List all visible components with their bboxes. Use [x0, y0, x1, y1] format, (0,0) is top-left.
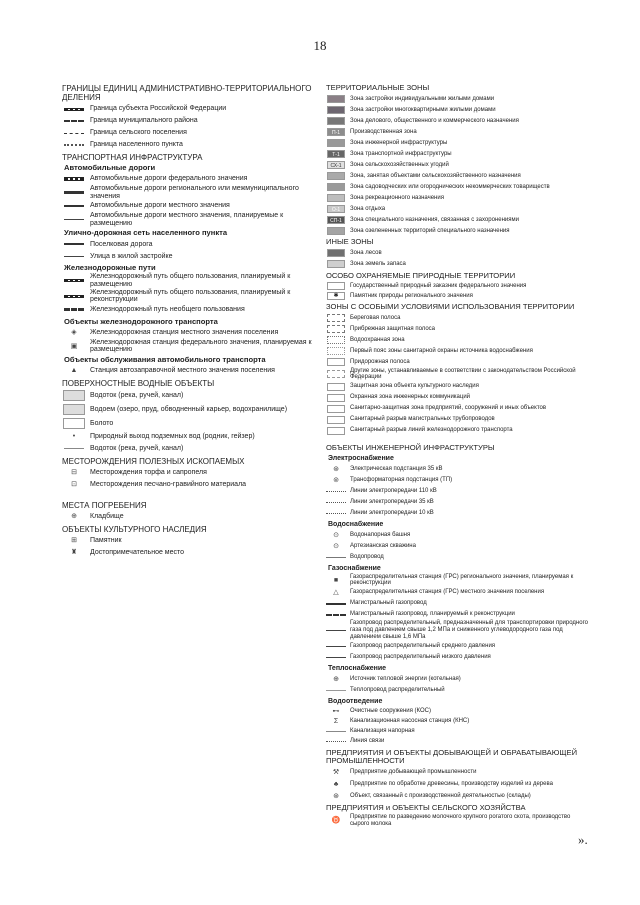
spring-icon: •	[72, 433, 76, 441]
subsection-title-auto-service: Объекты обслуживания автомобильного транспорта	[64, 354, 266, 364]
end-mark: ».	[578, 832, 588, 847]
legend-item: ⊙ Водонапорная башня	[326, 530, 588, 541]
rail-line-icon	[62, 292, 86, 300]
legend-item: Охранная зона инженерных коммуникаций	[326, 392, 588, 403]
zone-swatch-icon	[326, 205, 346, 213]
nature-monument-icon: ✱	[326, 292, 346, 300]
zone-outline-icon	[326, 358, 346, 366]
legend-item: ▣ Железнодорожная станция федерального значения, планируемая к размещению	[62, 339, 312, 354]
zone-swatch-icon	[326, 249, 346, 257]
zone-outline-icon	[326, 416, 346, 424]
legend-item: Магистральный газопровод	[326, 598, 588, 609]
road-line-icon	[62, 202, 86, 210]
legend-item: Автомобильные дороги местного значения	[62, 200, 312, 212]
legend-item: ⊕ Источник тепловой энергии (котельная)	[326, 674, 588, 685]
section-title-special: ЗОНЫ С ОСОБЫМИ УСЛОВИЯМИ ИСПОЛЬЗОВАНИЯ ТЕРРИТОРИИ	[326, 302, 575, 312]
zone-swatch-icon	[326, 95, 346, 103]
zone-swatch-icon	[326, 172, 346, 180]
zone-outline-icon	[326, 370, 346, 378]
legend-item: Санитарно-защитная зона предприятий, сооружений и иных объектов	[326, 403, 588, 414]
heat-list	[326, 674, 588, 696]
legend-item: Санитарный разрыв магистральных трубопроводов	[326, 414, 588, 425]
legend-item: Водоохранная зона	[326, 335, 588, 346]
section-title-zones: ТЕРРИТОРИАЛЬНЫЕ ЗОНЫ	[326, 83, 430, 92]
cemetery-icon: ⊕	[71, 513, 77, 521]
subsection-title-roads: Автомобильные дороги	[64, 163, 156, 172]
farm-icon: ♉	[331, 817, 341, 825]
legend-item: Зона озелененных территорий специального назначения	[326, 225, 588, 236]
legend-item: П-1 Производственная зона	[326, 126, 588, 137]
heat-icon	[326, 686, 346, 694]
section-title-burial: МЕСТА ПОГРЕБЕНИЯ	[62, 500, 147, 510]
gas-icon	[326, 626, 346, 634]
legend-item: Улица в жилой застройке	[62, 250, 312, 262]
zone-code: СХ-1	[330, 162, 342, 169]
legend-item: Канализация напорная	[326, 727, 588, 737]
legend-item: Зона инженерной инфраструктуры	[326, 137, 588, 148]
legend-item: ⊙ Артезианская скважина	[326, 541, 588, 552]
zone-outline-icon	[326, 325, 346, 333]
power-icon: ⊚	[333, 476, 339, 484]
zone-swatch-icon	[326, 106, 346, 114]
legend-item: ◈ Железнодорожная станция местного значения поселения	[62, 327, 312, 339]
legend-item: Автомобильные дороги регионального или межмуниципального значения	[62, 185, 312, 200]
legend-item: Граница муниципального района	[62, 115, 312, 127]
legend-item: Водопровод	[326, 552, 588, 563]
subsection-title-watersupply: Водоснабжение	[328, 520, 384, 528]
legend-item: Защитная зона объекта культурного наследия	[326, 381, 588, 392]
rail-line-icon	[62, 277, 86, 285]
legend-item: Автомобильные дороги местного значения, планируемые к размещению	[62, 212, 312, 227]
legend-item: СП-1 Зона специального назначения, связанная с захоронениями	[326, 214, 588, 225]
legend-item: △ Газораспределительная станция (ГРС) местного значения поселения	[326, 587, 588, 598]
stream-line-icon	[62, 445, 86, 453]
legend-item: Зона, занятая объектами сельскохозяйственного назначения	[326, 170, 588, 181]
gas-icon	[326, 600, 346, 608]
zone-swatch-icon	[326, 128, 346, 136]
legend-item: ♜ Достопримечательное место	[62, 547, 312, 559]
lake-swatch-icon	[62, 406, 86, 414]
zone-code: Т-1	[332, 151, 340, 158]
subsection-title-gas: Газоснабжение	[328, 564, 381, 572]
road-line-icon	[62, 216, 86, 224]
subsection-title-heat: Теплоснабжение	[328, 664, 387, 672]
legend-item: Другие зоны, устанавливаемые в соответствии с законодательством Российской Федерации	[326, 368, 588, 382]
section-title-minerals: МЕСТОРОЖДЕНИЯ ПОЛЕЗНЫХ ИСКОПАЕМЫХ	[62, 456, 245, 466]
legend-item: Государственный природный заказник федерального значения	[326, 281, 588, 291]
legend-item: Болото	[62, 417, 312, 431]
water-supply-icon: ⊙	[333, 531, 339, 539]
legend-item: Поселковая дорога	[62, 238, 312, 250]
sewer-icon	[326, 728, 346, 736]
legend-item: ⊡ Месторождения песчано-гравийного материала	[62, 479, 312, 491]
subsection-title-rail: Железнодорожные пути	[64, 263, 156, 273]
reserve-swatch-icon	[326, 282, 346, 290]
legend-item: ⚒ Предприятие добывающей промышленности	[326, 766, 588, 778]
legend-item: ⊕ Кладбище	[62, 511, 312, 523]
industry-icon: ♣	[333, 780, 339, 788]
legend-item: ⊞ Памятник	[62, 535, 312, 547]
zone-swatch-icon	[326, 183, 346, 191]
industry-icon: ⊛	[333, 792, 339, 800]
legend-item: Линия связи	[326, 737, 588, 747]
power-icon	[326, 509, 346, 517]
section-title-engineering: ОБЪЕКТЫ ИНЖЕНЕРНОЙ ИНФРАСТРУКТУРЫ	[326, 443, 495, 453]
boundary-line-icon	[62, 117, 86, 125]
special-zones-list	[326, 313, 588, 437]
section-title-agri: ПРЕДПРИЯТИЯ и ОБЪЕКТЫ СЕЛЬСКОГО ХОЗЯЙСТВА	[326, 803, 526, 813]
rail-line-icon	[62, 306, 86, 314]
section-title-water: ПОВЕРХНОСТНЫЕ ВОДНЫЕ ОБЪЕКТЫ	[62, 378, 215, 388]
zone-code: О-1	[331, 206, 341, 213]
peat-deposit-icon: ⊟	[71, 469, 77, 477]
road-line-icon	[62, 189, 86, 197]
zone-swatch-icon	[326, 194, 346, 202]
zone-swatch-icon	[326, 227, 346, 235]
swamp-swatch-icon	[62, 420, 86, 428]
legend-item: Автомобильные дороги федерального значения	[62, 173, 312, 185]
zone-outline-icon	[326, 347, 346, 355]
subsection-title-power: Электроснабжение	[328, 454, 394, 462]
legend-left-column	[62, 82, 312, 559]
legend-item: Зона делового, общественного и коммерческого назначения	[326, 115, 588, 126]
legend-item: ⊛ Электрическая подстанция 35 кВ	[326, 464, 588, 475]
zone-swatch-icon	[326, 161, 346, 169]
section-title-mining: ПРЕДПРИЯТИЯ И ОБЪЕКТЫ ДОБЫВАЮЩЕЙ И ОБРАБАТЫВАЮЩЕЙ ПРОМЫШЛЕННОСТИ	[326, 747, 578, 766]
watersupply-list	[326, 530, 588, 563]
zone-swatch-icon	[326, 139, 346, 147]
legend-item: Зона садоводческих или огороднических некоммерческих товариществ	[326, 181, 588, 192]
legend-item: Зона земель запаса	[326, 259, 588, 270]
landmark-icon: ♜	[70, 549, 78, 557]
power-list	[326, 464, 588, 519]
legend-item: Береговая полоса	[326, 313, 588, 324]
subsection-title-rail-objects: Объекты железнодорожного транспорта	[64, 316, 218, 326]
legend-item: ■ Газораспределительная станция (ГРС) регионального значения, планируемая к реконструкции	[326, 574, 588, 588]
section-title-protected: ОСОБО ОХРАНЯЕМЫЕ ПРИРОДНЫЕ ТЕРРИТОРИИ	[326, 270, 516, 280]
legend-item: ▲ Станция автозаправочной местного значения поселения	[62, 365, 312, 377]
legend-item: ♣ Предприятие по обработке древесины, производству изделий из дерева	[326, 778, 588, 790]
zone-outline-icon	[326, 314, 346, 322]
sewer-icon	[326, 738, 346, 746]
heat-icon: ⊕	[333, 675, 339, 683]
legend-item: Железнодорожный путь общего пользования, планируемый к размещению	[62, 273, 312, 288]
road-line-icon	[62, 175, 86, 183]
power-icon	[326, 498, 346, 506]
legend-item: Линии электропередачи 110 кВ	[326, 486, 588, 497]
industry-icon: ⚒	[332, 768, 340, 776]
monument-icon: ⊞	[71, 537, 77, 545]
legend-item: Линии электропередачи 10 кВ	[326, 508, 588, 519]
legend-item: Водоток (река, ручей, канал)	[62, 443, 312, 455]
fuel-station-icon: ▲	[70, 367, 78, 375]
gas-icon: ■	[333, 576, 339, 584]
rail-station-icon: ▣	[70, 342, 78, 350]
power-icon: ⊛	[333, 465, 339, 473]
legend-item: Линии электропередачи 35 кВ	[326, 497, 588, 508]
water-supply-icon: ⊙	[333, 542, 339, 550]
zone-code: П-1	[331, 129, 341, 136]
legend-item: Магистральный газопровод, планируемый к реконструкции	[326, 609, 588, 620]
legend-item: Теплопровод распределительный	[326, 685, 588, 696]
legend-item: Зона застройки многоквартирными жилыми домами	[326, 104, 588, 115]
zone-swatch-icon	[326, 216, 346, 224]
zone-outline-icon	[326, 405, 346, 413]
agri-list	[326, 814, 588, 828]
water-supply-icon	[326, 553, 346, 561]
legend-item: ⊚ Трансформаторная подстанция (ТП)	[326, 475, 588, 486]
sewer-icon: ⊷	[332, 708, 340, 716]
legend-item: Железнодорожный путь необщего пользования	[62, 304, 312, 316]
section-title-transport: ТРАНСПОРТНАЯ ИНФРАСТРУКТУРА	[62, 153, 203, 162]
legend-item: Газопровод распределительный среднего давления	[326, 641, 588, 652]
subsection-title-streets: Улично-дорожная сеть населенного пункта	[64, 228, 228, 238]
section-title-heritage: ОБЪЕКТЫ КУЛЬТУРНОГО НАСЛЕДИЯ	[62, 524, 207, 534]
legend-item: СХ-1 Зона сельскохозяйственных угодий	[326, 159, 588, 170]
legend-item: Водоем (озеро, пруд, обводненный карьер, водохранилище)	[62, 403, 312, 417]
legend-item: Газопровод распределительный низкого давления	[326, 652, 588, 663]
legend-item: Газопровод распределительный, предназначенный для транспортировки природного газа под давлением свыше 1,2 МПа и сниженного углеводородного газа под давлением свыше 1,6 МПа	[326, 620, 588, 640]
legend-item: Σ Канализационная насосная станция (КНС)	[326, 717, 588, 727]
zone-outline-icon	[326, 427, 346, 435]
legend-item: ⊛ Объект, связанный с производственной деятельностью (склады)	[326, 790, 588, 802]
legend-item: Санитарный разрыв линий железнодорожного транспорта	[326, 425, 588, 436]
legend-right-column	[326, 82, 588, 827]
subsection-title-sewer: Водоотведение	[328, 697, 383, 705]
legend-item: Зона лесов	[326, 248, 588, 259]
zones-list	[326, 93, 588, 236]
zone-swatch-icon	[326, 150, 346, 158]
sewer-icon: Σ	[333, 718, 339, 726]
boundary-line-icon	[62, 129, 86, 137]
legend-item: Зона рекреационного назначения	[326, 192, 588, 203]
legend-item: Граница сельского поселения	[62, 127, 312, 139]
page-number: 18	[313, 38, 327, 53]
legend-item: Прибрежная защитная полоса	[326, 324, 588, 335]
legend-item: Зона застройки индивидуальными жилыми домами	[326, 93, 588, 104]
mining-list	[326, 766, 588, 802]
zone-code: СП-1	[330, 217, 342, 224]
gas-icon	[326, 642, 346, 650]
zone-outline-icon	[326, 394, 346, 402]
other-zones-list	[326, 248, 588, 270]
zone-outline-icon	[326, 336, 346, 344]
gas-list	[326, 574, 588, 663]
legend-item: Граница населенного пункта	[62, 139, 312, 151]
legend-item: Первый пояс зоны санитарной охраны источника водоснабжения	[326, 346, 588, 357]
zone-outline-icon	[326, 383, 346, 391]
sewer-list	[326, 707, 588, 747]
legend-item: Т-1 Зона транспортной инфраструктуры	[326, 148, 588, 159]
legend-item: Железнодорожный путь общего пользования, планируемый к реконструкции	[62, 289, 312, 304]
legend-item: ✱ Памятник природы регионального значения	[326, 291, 588, 301]
stream-swatch-icon	[62, 392, 86, 400]
legend-item: • Природный выход подземных вод (родник, гейзер)	[62, 431, 312, 443]
legend-item: Водоток (река, ручей, канал)	[62, 389, 312, 403]
section-title-admin: ГРАНИЦЫ ЕДИНИЦ АДМИНИСТРАТИВНО-ТЕРРИТОРИАЛЬНОГО ДЕЛЕНИЯ	[62, 84, 312, 102]
gas-icon	[326, 611, 346, 619]
legend-item: ♉ Предприятие по разведению молочного крупного рогатого скота, производство сырого молока	[326, 814, 588, 828]
zone-swatch-icon	[326, 117, 346, 125]
legend-item: Граница субъекта Российской Федерации	[62, 103, 312, 115]
legend-item: ⊟ Месторождения торфа и сапропеля	[62, 467, 312, 479]
boundary-line-icon	[62, 105, 86, 113]
zone-swatch-icon	[326, 260, 346, 268]
street-line-icon	[62, 240, 86, 248]
gas-icon: △	[333, 589, 339, 597]
rail-station-icon: ◈	[71, 329, 77, 337]
power-icon	[326, 487, 346, 495]
gravel-deposit-icon: ⊡	[71, 481, 77, 489]
legend-item: О-1 Зона отдыха	[326, 203, 588, 214]
section-title-other-zones: ИНЫЕ ЗОНЫ	[326, 237, 374, 247]
street-line-icon	[62, 252, 86, 260]
gas-icon	[326, 653, 346, 661]
boundary-line-icon	[62, 141, 86, 149]
legend-item: Придорожная полоса	[326, 357, 588, 368]
legend-item: ⊷ Очистные сооружения (КОС)	[326, 707, 588, 717]
